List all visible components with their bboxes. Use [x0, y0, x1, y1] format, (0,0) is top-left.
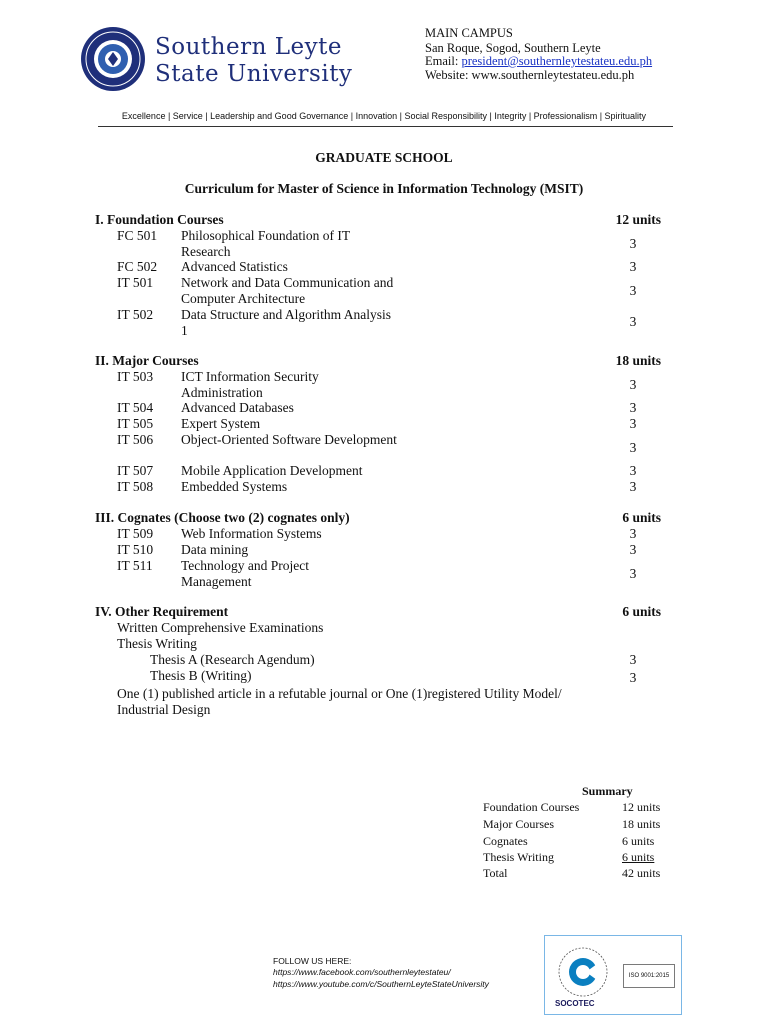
email-link[interactable]: president@southernleytestateu.edu.ph	[461, 54, 653, 68]
section-heading: IV. Other Requirement	[95, 604, 229, 619]
summary-label: Foundation Courses	[483, 800, 580, 814]
summary-heading: Summary	[582, 784, 633, 798]
course-title: Data Structure and Algorithm Analysis 1	[181, 307, 391, 338]
course-title: Advanced Databases	[181, 400, 294, 415]
requirement-item: Thesis Writing	[117, 636, 197, 651]
course-units: 3	[629, 314, 637, 329]
summary-value: 12 units	[622, 800, 661, 814]
course-code: IT 510	[117, 542, 154, 557]
course-units: 3	[629, 377, 637, 392]
email-label: Email:	[425, 54, 462, 68]
university-name-line1: Southern Leyte	[155, 34, 342, 60]
course-title: Data mining	[181, 542, 249, 557]
section-units: 18 units	[615, 353, 661, 368]
course-code: IT 511	[117, 558, 153, 573]
course-code: IT 505	[117, 416, 154, 431]
course-title: Network and Data Communication and Computer Architecture	[181, 275, 394, 306]
course-title: Advanced Statistics	[181, 259, 288, 274]
course-units: 3	[629, 526, 637, 541]
section-heading: II. Major Courses	[95, 353, 199, 368]
course-title: Embedded Systems	[181, 479, 288, 494]
course-units: 3	[629, 416, 637, 431]
certification-badge	[544, 935, 682, 1015]
summary-label: Total	[483, 866, 508, 880]
iso-certification: ISO 9001:2015	[623, 964, 675, 988]
requirement-units: 3	[629, 652, 637, 667]
summary-value: 6 units	[622, 834, 655, 848]
course-code: IT 504	[117, 400, 154, 415]
requirement-item: Thesis B (Writing)	[150, 668, 252, 683]
course-code: IT 502	[117, 307, 154, 322]
university-name-line2: State University	[155, 61, 353, 87]
course-title: Technology and Project Management	[181, 558, 310, 589]
summary-label: Major Courses	[483, 817, 554, 831]
course-code: IT 501	[117, 275, 154, 290]
course-title: Philosophical Foundation of IT Research	[181, 228, 350, 259]
follow-us-label: FOLLOW US HERE:	[273, 956, 352, 966]
course-title: Web Information Systems	[181, 526, 322, 541]
summary-value: 18 units	[622, 817, 661, 831]
course-title: Object-Oriented Software Development	[181, 432, 397, 447]
course-title: ICT Information Security Administration	[181, 369, 319, 400]
course-units: 3	[629, 259, 637, 274]
requirement-item: One (1) published article in a refutable journal or One (1)registered Utility Model/ Industrial Design	[117, 686, 562, 717]
course-code: IT 506	[117, 432, 154, 447]
core-values: Excellence | Service | Leadership and Good Governance | Innovation | Social Responsibility | Integrity | Professionalism | Spirituality	[121, 111, 647, 121]
requirement-item: Written Comprehensive Examinations	[117, 620, 324, 635]
course-units: 3	[629, 566, 637, 581]
requirement-units: 3	[629, 670, 637, 685]
campus-address: San Roque, Sogod, Southern Leyte	[425, 41, 601, 55]
document-title: Curriculum for Master of Science in Information Technology (MSIT)	[184, 181, 584, 196]
section-heading: I. Foundation Courses	[95, 212, 224, 227]
socotec-label: SOCOTEC	[555, 999, 595, 1008]
university-seal-icon	[80, 26, 146, 92]
course-title: Expert System	[181, 416, 261, 431]
section-units: 12 units	[615, 212, 661, 227]
section-units: 6 units	[622, 510, 661, 525]
section-units: 6 units	[622, 604, 661, 619]
school-heading: GRADUATE SCHOOL	[315, 150, 453, 165]
summary-value: 6 units	[622, 850, 655, 864]
course-units: 3	[629, 400, 637, 415]
course-units: 3	[629, 236, 637, 251]
course-title: Mobile Application Development	[181, 463, 363, 478]
course-code: IT 508	[117, 479, 154, 494]
campus-email	[425, 54, 652, 69]
course-code: IT 503	[117, 369, 154, 384]
header-divider	[98, 126, 673, 127]
section-heading: III. Cognates (Choose two (2) cognates only)	[95, 510, 350, 525]
campus-website: Website: www.southernleytestateu.edu.ph	[425, 68, 635, 82]
course-code: FC 501	[117, 228, 158, 243]
facebook-link[interactable]: https://www.facebook.com/southernleytestateu/	[273, 967, 451, 977]
course-code: IT 509	[117, 526, 154, 541]
course-units: 3	[629, 440, 637, 455]
campus-label: MAIN CAMPUS	[425, 26, 513, 40]
course-units: 3	[629, 463, 637, 478]
course-units: 3	[629, 479, 637, 494]
course-units: 3	[629, 283, 637, 298]
course-units: 3	[629, 542, 637, 557]
summary-label: Thesis Writing	[483, 850, 554, 864]
course-code: FC 502	[117, 259, 158, 274]
requirement-item: Thesis A (Research Agendum)	[150, 652, 315, 667]
course-code: IT 507	[117, 463, 154, 478]
summary-total: 42 units	[622, 866, 661, 880]
summary-label: Cognates	[483, 834, 528, 848]
youtube-link[interactable]: https://www.youtube.com/c/SouthernLeyteStateUniversity	[273, 979, 489, 989]
socotec-logo-icon	[551, 942, 615, 1000]
